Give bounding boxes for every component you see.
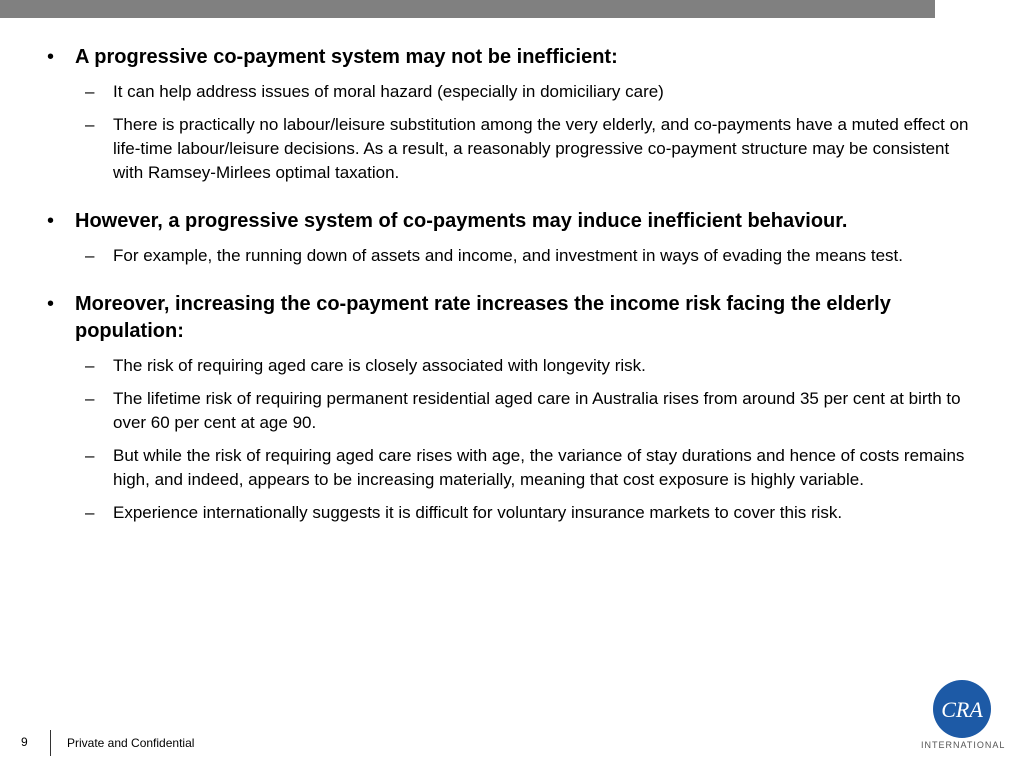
- slide-content: [47, 44, 977, 548]
- footer-divider: [50, 730, 51, 756]
- dash-marker: –: [85, 503, 95, 522]
- logo-subtitle: INTERNATIONAL: [921, 740, 1006, 750]
- sub-item-text: But while the risk of requiring aged care rises with age, the variance of stay durations and hence of costs remains high, and indeed, appears to be increasing materially, meaning that cost exposure is highly variable.: [113, 446, 965, 489]
- footer-label: Private and Confidential: [67, 736, 195, 750]
- logo-mark: CRA: [941, 697, 983, 722]
- dash-marker: –: [85, 389, 95, 408]
- bullet-heading: However, a progressive system of co-payments may induce inefficient behaviour.: [75, 210, 848, 232]
- dash-marker: –: [85, 246, 95, 265]
- sub-item: [85, 80, 977, 104]
- sub-item-text: Experience internationally suggests it is difficult for voluntary insurance markets to cover this risk.: [113, 503, 843, 522]
- sub-item: [85, 113, 977, 185]
- sub-item: [85, 354, 977, 378]
- bullet-dot: •: [47, 293, 55, 315]
- sub-item-text: It can help address issues of moral hazard (especially in domiciliary care): [113, 82, 664, 101]
- dash-marker: –: [85, 115, 95, 134]
- dash-marker: –: [85, 356, 95, 375]
- bullet-heading: Moreover, increasing the co-payment rate increases the income risk facing the elderly population:: [75, 293, 891, 342]
- dash-marker: –: [85, 82, 95, 101]
- page-number: 9: [21, 735, 28, 749]
- dash-marker: –: [85, 446, 95, 465]
- top-bar: [0, 0, 935, 18]
- bullet-dot: •: [47, 210, 55, 232]
- sub-item-text: For example, the running down of assets and income, and investment in ways of evading the means test.: [113, 246, 903, 265]
- sub-item: [85, 244, 977, 268]
- bullet-dot: •: [47, 46, 55, 68]
- cra-logo-icon: [932, 679, 992, 739]
- sub-item: [85, 387, 977, 435]
- bullet-item: [47, 44, 977, 194]
- sub-item: [85, 501, 977, 525]
- sub-item-text: The lifetime risk of requiring permanent residential aged care in Australia rises from around 35 per cent at birth to over 60 per cent at age 90.: [113, 389, 961, 432]
- sub-item-text: The risk of requiring aged care is closely associated with longevity risk.: [113, 356, 646, 375]
- bullet-heading: A progressive co-payment system may not be inefficient:: [75, 46, 618, 68]
- bullet-item: [47, 291, 977, 534]
- sub-item: [85, 444, 977, 492]
- bullet-item: [47, 208, 977, 277]
- sub-item-text: There is practically no labour/leisure substitution among the very elderly, and co-payments have a muted effect on life-time labour/leisure decisions. As a result, a reasonably progressive co-payment structure may be consistent with Ramsey-Mirlees optimal taxation.: [113, 115, 969, 182]
